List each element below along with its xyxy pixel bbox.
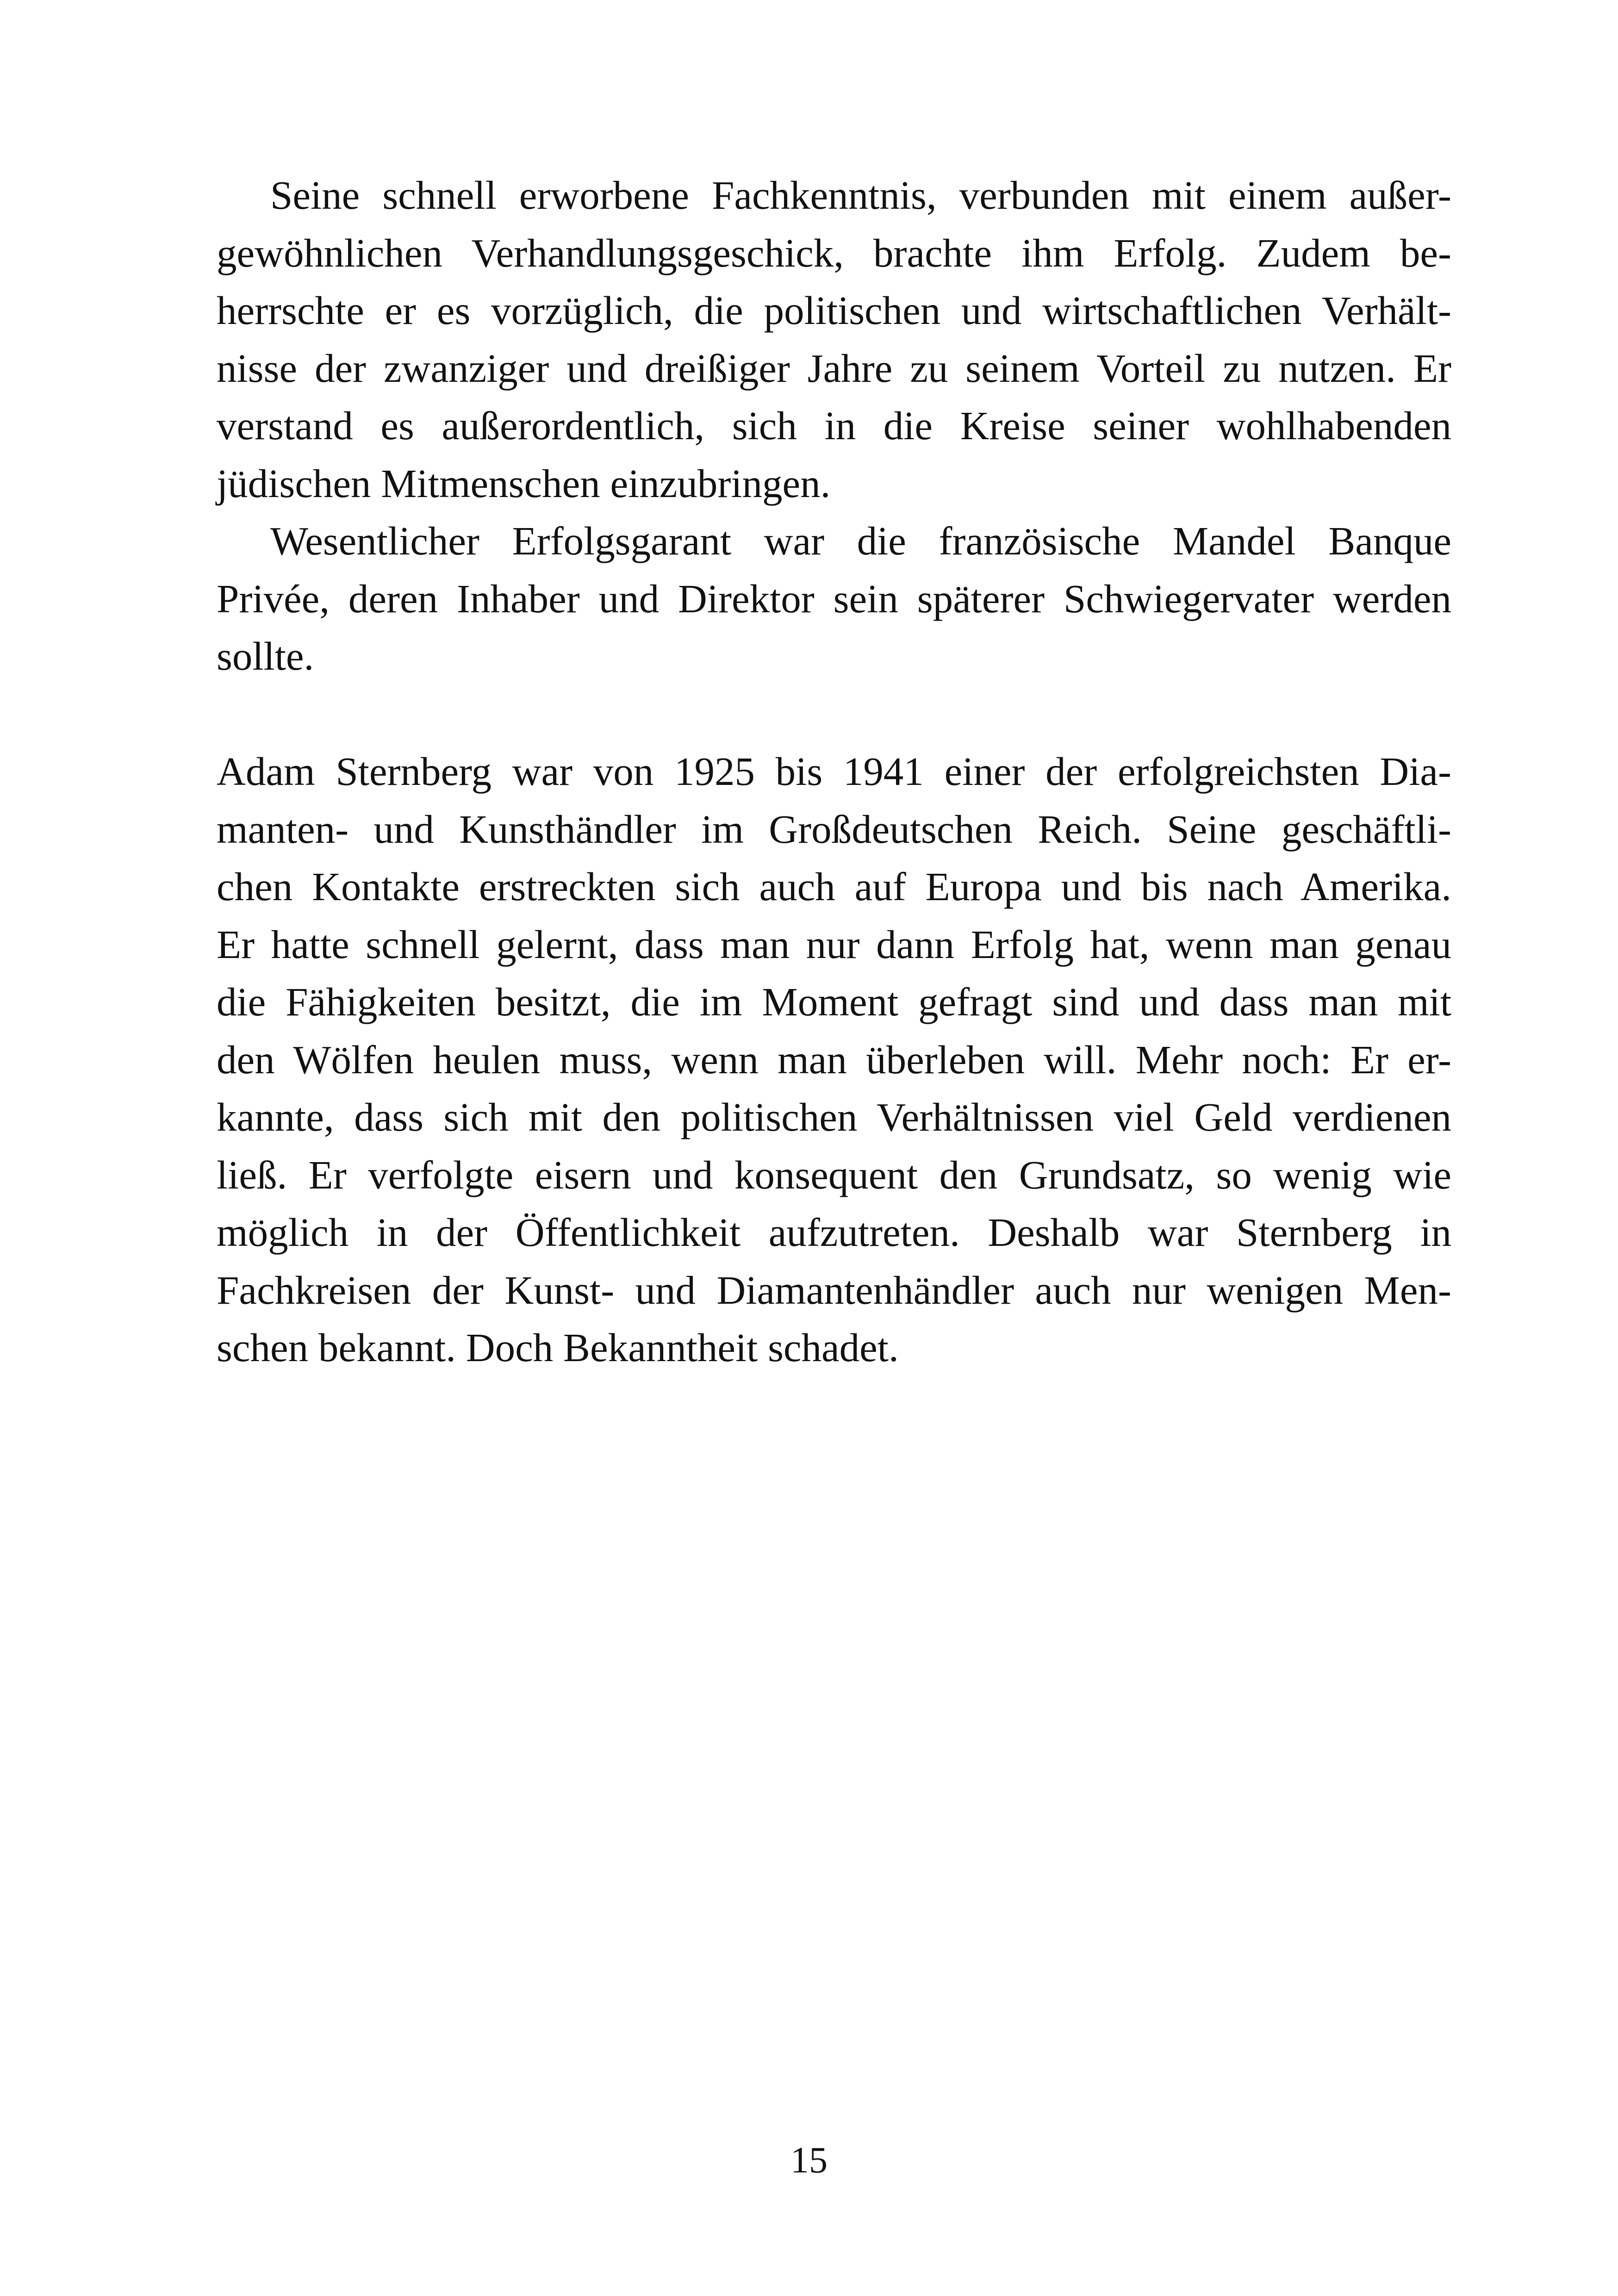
text-line: verstand es außerordentlich, sich in die Kreise seiner wohlhabenden [217,403,1451,448]
text-line: schen bekannt. Doch Bekanntheit schadet. [217,1325,899,1370]
text-line: Seine schnell erworbene Fachkenntnis, verbunden mit einem außer- [270,173,1451,218]
text-line: kannte, dass sich mit den politischen Verhältnissen viel Geld verdienen [217,1095,1451,1139]
text-line: Privée, deren Inhaber und Direktor sein späterer Schwiegervater werden [217,576,1451,621]
text-line: Fachkreisen der Kunst- und Diamantenhändler auch nur wenigen Men- [217,1267,1451,1313]
text-line: Wesentlicher Erfolgsgarant war die französische Mandel Banque [270,518,1451,563]
text-line: nisse der zwanziger und dreißiger Jahre zu seinem Vorteil zu nutzen. Er [217,345,1451,391]
text-line: die Fähigkeiten besitzt, die im Moment gefragt sind und dass man mit [217,979,1451,1024]
text-line: möglich in der Öffentlichkeit aufzutreten. Deshalb war Sternberg in [217,1210,1451,1255]
text-line: sollte. [217,634,314,678]
text-line: chen Kontakte erstreckten sich auch auf Europa und bis nach Amerika. [217,864,1451,909]
text-line: herrschte er es vorzüglich, die politischen und wirtschaftlichen Verhält- [217,288,1451,333]
text-line: manten- und Kunsthändler im Großdeutschen Reich. Seine geschäftli- [217,806,1451,852]
text-line: Er hatte schnell gelernt, dass man nur dann Erfolg hat, wenn man genau [217,921,1451,967]
page-number: 15 [790,2140,828,2181]
text-line: gewöhnlichen Verhandlungsgeschick, brachte ihm Erfolg. Zudem be- [217,230,1451,275]
text-line: jüdischen Mitmenschen einzubringen. [217,460,831,506]
text-line: ließ. Er verfolgte eisern und konsequent den Grundsatz, so wenig wie [217,1152,1451,1197]
paragraph-gap [217,685,1451,743]
text-line: den Wölfen heulen muss, wenn man überleben will. Mehr noch: Er er- [217,1037,1451,1082]
text-line: Adam Sternberg war von 1925 bis 1941 einer der erfolgreichsten Dia- [217,749,1451,794]
body-text [217,167,1451,1377]
